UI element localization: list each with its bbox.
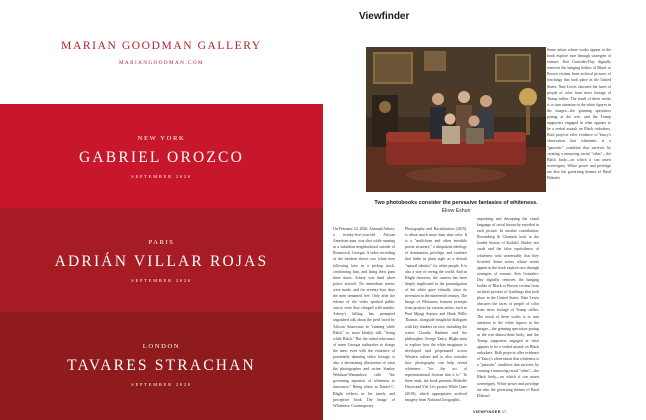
exhibition-artist: GABRIEL OROZCO [79,149,244,166]
article-column-1: On February 23, 2020, Ahmaud Arbery, a twenty-five-year-old African American man, was shot while running in a suburban neighborhood outside of Brunswick, Georgia. A video recording of the incident shows two white men following him in a pickup truck, confronting him, and firing their guns three times. Arbery was dead when police arrived. No immediate arrests were made, and for seventy-four days the men remained free. Only after the release of the video sparked public outcry were they charged with murder. Arbery's killing has prompted anguished talk about the peril faced by African Americans in "running while Black" or, more bleakly still, "living while Black." But the initial reluctance of some Georgia authorities to charge the men, even with the existence of potentially damning video footage, is also a devastating illustration of what the photographer and writer Stanley Wolukau-Wanambwa calls "the governing equation of whiteness to innocence." Being white, as Daniel C. Blight reflects in his timely and perceptive book The Image of Whiteness: Contemporary [333,227,395,408]
article-column-2: Photography and Racialization (2019), is about much more than skin color. It is a "multiform and often invisible power structure," a ubiquitous ideology of domination, privilege, and violence that hides in plain sight as a default "natural identity" for white people. It is also a way of seeing the world. And as Blight observes, the camera has been deeply implicated in the promulgation of the white gaze virtually since its invention in the nineteenth century. The Image of Whiteness features excerpts from projects by various artists, such as Paul Mpagi Sepuya and Hank Willis Thomas, alongside insightful dialogues with key thinkers on race, including the writer Claudia Rankine and the philosopher George Yancy. Blight aims to explore how the white imaginary is developed and perpetuated across Western culture and to also consider how photography can help reveal whiteness "for the act of representational fictions that it is." To these ends, the book presents Michelle Dizon and Viet Le's project White Gaze (2018), which appropriates archival imagery from National Geographic, [405,227,467,402]
family-portrait-photo [366,47,546,192]
exhibition-city: LONDON [142,343,181,350]
exhibition-band-new-york [0,104,323,208]
magazine-page [323,0,646,420]
exhibition-artist: ADRIÁN VILLAR ROJAS [54,253,269,270]
ad-header [0,0,323,104]
exhibition-artist: TAVARES STRACHAN [67,357,256,374]
exhibition-city: NEW YORK [137,135,186,142]
folio-label: VIEWFINDER [473,410,501,414]
exhibition-city: PARIS [148,239,175,246]
section-title: Viewfinder [359,11,410,22]
exhibition-band-paris [0,208,323,312]
gallery-url[interactable]: MARIANGOODMAN.COM [118,60,205,66]
exhibition-date: SEPTEMBER 2020 [131,174,192,179]
exhibition-band-london [0,312,323,420]
portrait-illustration [366,47,546,192]
article-column-4: Some artists whose works appear in the book explore race through strategies of erasure. Ken Gonzales-Day digitally removes the hanging bodies of Black or Brown victims from archival pictures of lynchings that took place in the United States. Nate Lewis obscures the faces of people of color from news footage of Trump rallies. The result of these works is to turn attention to the white figures in the images—the grinning spectators posing at the tree, and the Trump supporters engaged in what appears to be a verbal assault on Black onlookers. Both projects offer evidence of Yancy's observation that whiteness is a "parasitic" condition that survives by creating a menacing racial "other"—the Black body—on which it can assert sovereignty. White power and privilege are also the governing themes of Basil Eldean's [547,48,611,180]
photo-caption: Two photobooks consider the pervasive fantasies of whiteness. [374,200,538,206]
exhibition-date: SEPTEMBER 2020 [131,382,192,387]
page-folio [473,410,506,414]
author-byline: Ekow Eshun [441,208,471,214]
folio-page-number: 17 [501,410,507,414]
article-column-3: unpacking and disrupting the visual language of racial hierarchy encoded in each picture. In another contribution, Broomberg & Chanarin look to the loaded history of Kodak's Shirley test cards and the false equivalence of whiteness with universality that they fostered. Some artists whose works appear in the book explore race through strategies of erasure. Ken Gonzales-Day digitally removes the hanging bodies of Black or Brown victims from archival pictures of lynchings that took place in the United States. Nate Lewis obscures the faces of people of color from news footage of Trump rallies. The result of these works is to turn attention to the white figures in the images—the grinning spectators posing at the tree-almost-dead body, and the Trump supporters engaged in what appears to be a verbal assault on Black onlookers. Both projects offer evidence of Yancy's observation that whiteness is a "parasitic" condition that survives by creating a menacing racial "other"—the Black body—on which it can assert sovereignty. White power and privilege are also the governing themes of Basil Eldean's [477,217,539,398]
gallery-name: MARIAN GOODMAN GALLERY [61,40,262,52]
exhibition-date: SEPTEMBER 2020 [131,278,192,283]
